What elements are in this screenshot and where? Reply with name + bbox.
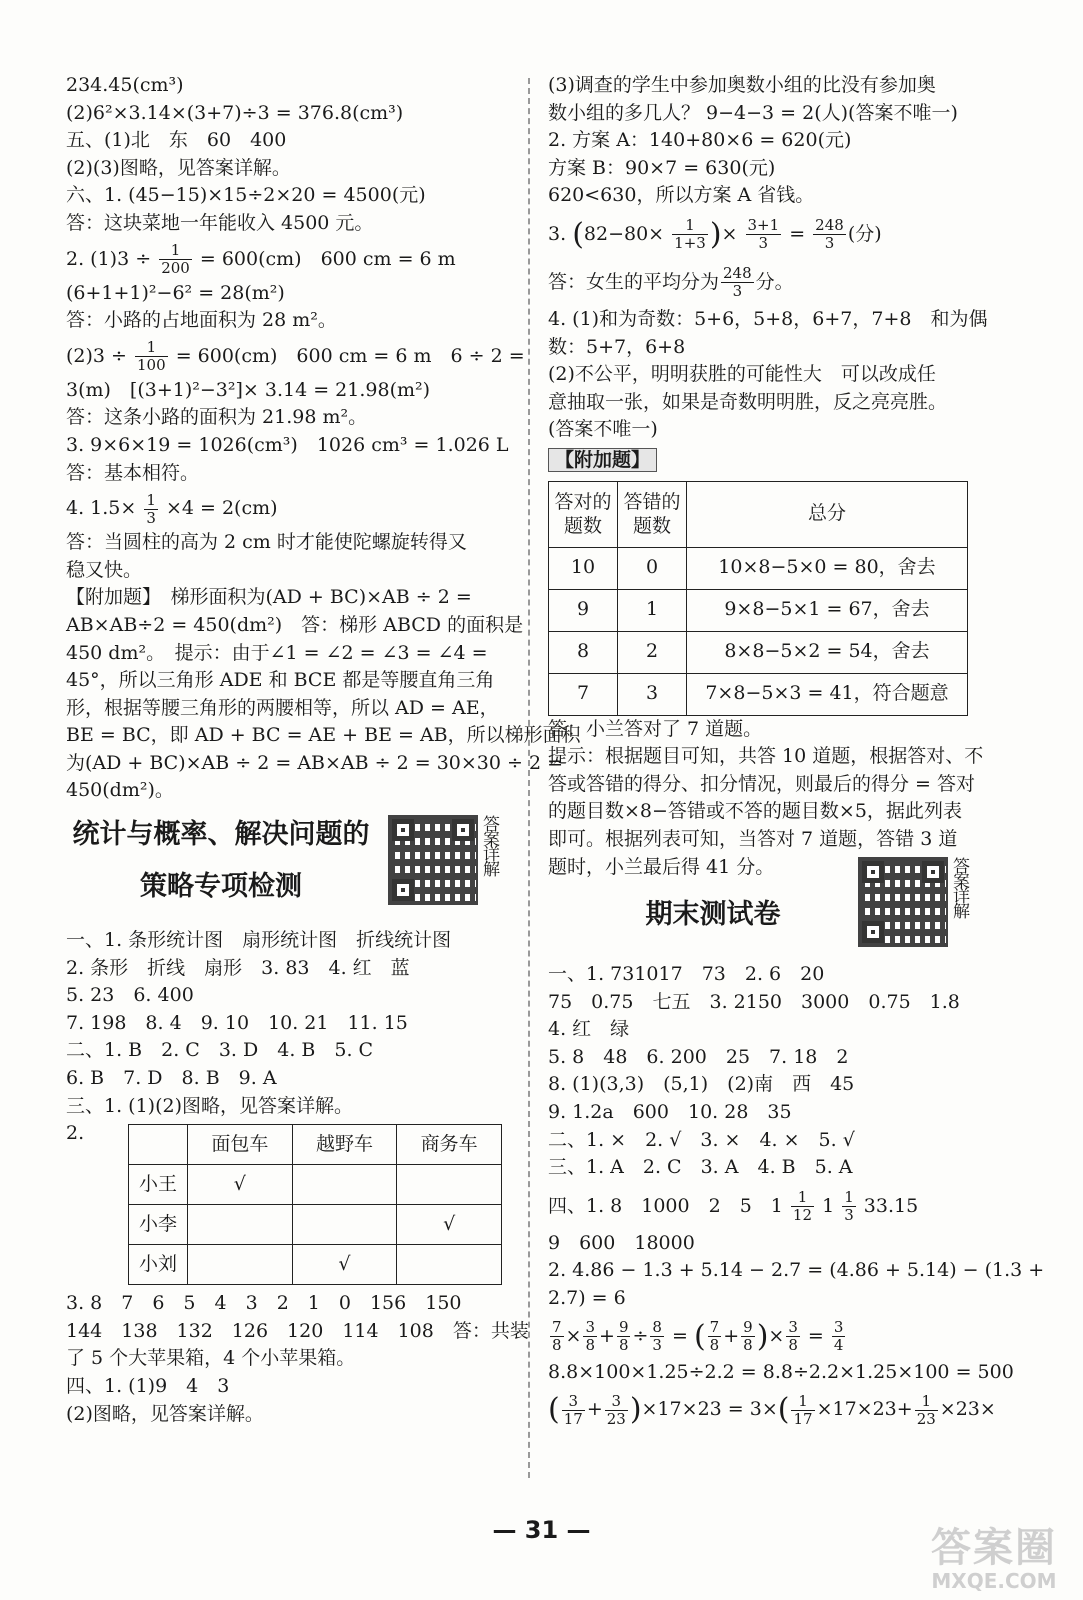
answer-line: 方案 B：90×7 = 630(元) [548, 156, 776, 179]
numerator: 1 [791, 1393, 814, 1411]
section-header [66, 815, 511, 927]
denominator: 12 [792, 1206, 813, 1225]
answer-line: (3)调查的学生中参加奥数小组的比没有参加奥 [548, 74, 936, 96]
numerator: 3 [562, 1393, 585, 1411]
qr-label: 答案详解 [479, 815, 499, 876]
answer-line: 答：这块菜地一年能收入 4500 元。 [66, 211, 374, 234]
numerator: 1 [791, 1189, 814, 1207]
answer-line: 即可。根据列表可知，当答对 7 道题，答错 3 道 [548, 827, 958, 850]
fraction [741, 1319, 755, 1354]
qr-corner [452, 819, 474, 841]
fraction [813, 217, 846, 252]
answer-line: 形，根据等腰三角形的两腰相等，所以 AD = AE， [66, 696, 499, 719]
answer-line: 答或答错的得分、扣分情况，则最后的得分 = 答对 [548, 772, 976, 795]
answer-line [548, 1182, 1003, 1230]
qr-corner [862, 921, 884, 943]
answer-line: ( $\frac{3}{17}$ + $\frac{3}{23}$ )×17×23 = 3×( $\frac{1}{17}$ ×17×23+ $\frac{1}{23}$ ×23× [548, 1391, 996, 1428]
numerator: 7 [552, 1318, 562, 1337]
denominator: 100 [137, 356, 166, 375]
table-cell: 0 [618, 547, 687, 589]
denominator: 8 [618, 1336, 629, 1355]
table-cell: 8×8−5×2 = 54，舍去 [687, 631, 968, 673]
table-cell: 10 [549, 547, 618, 589]
answer-line: 数小组的多几人？ 9−4−3 = 2(人)(答案不唯一) [548, 101, 958, 124]
fraction [708, 1319, 722, 1354]
row-label: 小李 [129, 1205, 188, 1245]
answer-line: 意抽取一张，如果是奇数明明胜，反之亮亮胜。 [548, 390, 948, 413]
answer-line: 答：这条小路的面积为 21.98 m²。 [66, 406, 368, 429]
answer-line: 三、1. (1)(2)图略，见答案详解。 [66, 1094, 353, 1117]
text: (2)3 ÷ [66, 344, 127, 367]
fraction [605, 1393, 628, 1428]
answer-line: 5. 8 48 6. 200 25 7. 18 2 [548, 1045, 849, 1068]
denominator: 3 [758, 234, 769, 253]
denominator: 3 [146, 508, 156, 527]
denominator: 8 [585, 1336, 596, 1355]
text: = [789, 222, 806, 245]
fraction [746, 217, 782, 252]
answer-line: 为(AD + BC)×AB ÷ 2 = AB×AB ÷ 2 = 30×30 ÷ 2 = [66, 751, 564, 774]
fraction [159, 242, 192, 277]
watermark-logo [919, 1526, 1069, 1596]
answer-line: 数：5+7，6+8 [548, 335, 686, 358]
fraction [144, 492, 158, 527]
table-row [129, 1205, 502, 1245]
answer-line: 3. 9×6×19 = 1026(cm³) 1026 cm³ = 1.026 L [66, 433, 509, 456]
paren: ( [693, 1318, 706, 1354]
answer-line: 9 600 18000 [548, 1231, 695, 1254]
section-title: 期末测试卷 [645, 899, 781, 931]
text: 2. (1)3 ÷ [66, 247, 152, 270]
answer-line: (答案不唯一) [548, 418, 658, 441]
answer-line: 620<630，所以方案 A 省钱。 [548, 184, 815, 207]
table-cell: 9×8−5×1 = 67，舍去 [687, 589, 968, 631]
answer-line: 的题目数×8−答错或不答的题目数×5，据此列表 [548, 800, 962, 823]
text: 4. 1.5× [66, 497, 137, 520]
numerator: 248 [815, 216, 844, 235]
answer-line: 3(m) [(3+1)²−3²]× 3.14 = 21.98(m²) [66, 378, 431, 401]
check-cell [397, 1165, 502, 1205]
answer-line: 二、1. × 2. √ 3. × 4. × 5. √ [548, 1128, 855, 1151]
answer-line: 9. 1.2a 600 10. 28 35 [548, 1101, 792, 1124]
answer-line: BE = BC，即 AD + BC = AE + BE = AB，所以梯形面积 [66, 724, 581, 747]
fraction [791, 1393, 814, 1428]
numerator: 1 [844, 1188, 854, 1207]
answer-line: 2. 条形 折线 扇形 3. 83 4. 红 蓝 [66, 956, 410, 979]
numerator: 1 [135, 339, 168, 357]
answer-line [66, 335, 525, 377]
numerator: 9 [618, 1318, 629, 1337]
text: = 600(cm) 600 cm = 6 m [199, 247, 456, 270]
numerator: 8 [652, 1318, 662, 1337]
table-header: 越野车 [292, 1125, 397, 1165]
vehicle-table-block [66, 1120, 511, 1290]
denominator: 4 [833, 1336, 844, 1355]
text: × [721, 222, 738, 245]
table-row [129, 1165, 502, 1205]
qr-corner [862, 861, 884, 883]
answer-line: 五、(1)北 东 60 400 [66, 129, 287, 152]
text: 1 [822, 1194, 835, 1217]
answer-line: 75 0.75 七五 3. 2150 3000 0.75 1.8 [548, 990, 960, 1013]
answer-line: (2)6²×3.14×(3+7)÷3 = 376.8(cm³) [66, 101, 404, 124]
numerator: 1 [159, 242, 192, 260]
text: ×17×23+ [816, 1398, 913, 1421]
paren: ( [777, 1392, 790, 1428]
answer-line: 2. 4.86 − 1.3 + 5.14 − 2.7 = (4.86 + 5.14) − (1.3 + [548, 1259, 1045, 1282]
denominator: 23 [606, 1409, 626, 1428]
fraction [842, 1189, 856, 1224]
answer-line: 四、1. (1)9 4 3 [66, 1375, 230, 1397]
paren: ) [709, 216, 722, 252]
right-column [548, 72, 1045, 1432]
answer-line: 4. 红 绿 [548, 1018, 630, 1041]
table-header: 面包车 [188, 1125, 293, 1165]
answer-line: 稳又快。 [66, 558, 143, 581]
answer-line: 答：小路的占地面积为 28 m²。 [66, 309, 337, 332]
question-number: 2. [66, 1122, 85, 1145]
text: ×23× [939, 1398, 996, 1421]
answer-line: 答：当圆柱的高为 2 cm 时才能使陀螺旋转得又 [66, 531, 467, 554]
answer-line: 4. (1)和为奇数：5+6，5+8，6+7，7+8 和为偶 [548, 307, 988, 330]
qr-corner [392, 879, 414, 901]
denominator: 3 [652, 1336, 662, 1355]
answer-line: 144 138 132 126 120 114 108 答：共装 [66, 1319, 529, 1342]
bonus-tag: 【附加题】 [548, 448, 657, 472]
answer-line: 题时，小兰最后得 41 分。 [548, 855, 775, 878]
numerator: 9 [743, 1318, 753, 1337]
fraction [562, 1393, 585, 1428]
qr-corner [922, 861, 944, 883]
answer-line: 一、1. 条形统计图 扇形统计图 折线统计图 [66, 929, 452, 952]
answer-line: 45°，所以三角形 ADE 和 BCE 都是等腰直角三角 [66, 669, 495, 692]
text: ×17×23 = 3× [641, 1398, 778, 1421]
numerator: 3 [788, 1318, 798, 1337]
fraction [550, 1319, 564, 1354]
header-text: 题数 [563, 515, 602, 538]
answer-line: 答：小兰答对了 7 道题。 [548, 717, 763, 740]
check-cell: √ [397, 1205, 502, 1245]
table-header [549, 481, 618, 547]
fraction [721, 265, 754, 300]
denominator: 8 [743, 1336, 753, 1355]
answer-line: 2.7) = 6 [548, 1287, 626, 1310]
table-cell: 7 [549, 673, 618, 715]
answer-line: 234.45(cm³) [66, 74, 184, 96]
paren: ( [572, 216, 584, 252]
answer-line: 【附加题】 梯形面积为(AD + BC)×AB ÷ 2 = [66, 586, 472, 609]
table-row [549, 631, 968, 673]
check-cell [292, 1165, 397, 1205]
section-title-line2: 策略专项检测 [140, 871, 302, 903]
answer-line: (2)图略，见答案详解。 [66, 1402, 264, 1425]
row-label: 小刘 [129, 1245, 188, 1285]
answer-line: (2)(3)图略，见答案详解。 [66, 156, 291, 179]
check-cell [188, 1205, 293, 1245]
denominator: 23 [916, 1409, 936, 1428]
table-cell: 10×8−5×0 = 80，舍去 [687, 547, 968, 589]
answer-line: 8.8×100×1.25÷2.2 = 8.8÷2.2×1.25×100 = 500 [548, 1360, 1014, 1383]
fraction [791, 1189, 814, 1224]
denominator: 8 [709, 1336, 720, 1355]
paren: ( [548, 1392, 560, 1428]
column-divider [528, 78, 530, 1478]
check-cell [397, 1245, 502, 1285]
text: ×4 = 2(cm) [165, 497, 278, 520]
answer-line: 3. 8 7 6 5 4 3 2 1 0 156 150 [66, 1292, 462, 1315]
table-header: 总分 [687, 481, 968, 547]
answer-line: 8. (1)(3,3) (5,1) (2)南 西 45 [548, 1073, 855, 1096]
answer-line [548, 258, 1003, 306]
header-text: 答错的 [623, 491, 681, 514]
answer-line: 答：基本相符。 [66, 461, 200, 484]
numerator: 7 [709, 1318, 720, 1337]
answer-line: $\frac{7}{8}$ × $\frac{3}{8}$ + $\frac{9}{8}$ ÷ $\frac{8}{3}$ = ( $\frac{7}{8}$ + $\frac{9}{8}$ )× $\frac{3}{8}$ = $\frac{3}{4}$ [552, 1318, 844, 1355]
answer-line: 450 dm²。 提示：由于∠1 = ∠2 = ∠3 = ∠4 = [66, 641, 488, 664]
answer-line: 一、1. 731017 73 2. 6 20 [548, 963, 825, 986]
denominator: 200 [161, 259, 190, 278]
table-cell: 8 [549, 631, 618, 673]
watermark-url: MXQE.COM [931, 1569, 1057, 1593]
fraction [135, 339, 168, 374]
check-cell [292, 1205, 397, 1245]
text: 分。 [755, 270, 794, 293]
text: 答：女生的平均分为 [548, 270, 720, 293]
answer-line: (2)不公平，明明获胜的可能性大 可以改成任 [548, 363, 936, 386]
denominator: 1+3 [674, 234, 706, 253]
qr-corner [392, 819, 414, 841]
text: 3. [548, 222, 567, 245]
check-cell: √ [188, 1165, 293, 1205]
answer-line: 了 5 个大苹果箱，4 个小苹果箱。 [66, 1347, 356, 1370]
text: 82−80× [583, 222, 665, 245]
table-cell: 9 [549, 589, 618, 631]
answer-line: 二、1. B 2. C 3. D 4. B 5. C [66, 1039, 374, 1062]
answer-line: 7. 198 8. 4 9. 10 10. 21 11. 15 [66, 1011, 408, 1034]
row-label: 小王 [129, 1165, 188, 1205]
text: (分) [847, 222, 882, 245]
fraction [672, 217, 708, 252]
table-header: 商务车 [397, 1125, 502, 1165]
answer-line: AB×AB÷2 = 450(dm²) 答：梯形 ABCD 的面积是 [66, 613, 524, 636]
answer-line: 六、1. (45−15)×15÷2×20 = 4500(元) [66, 184, 426, 207]
page-number: — 31 — [492, 1516, 591, 1544]
fraction [832, 1319, 846, 1354]
qr-code-icon[interactable] [388, 815, 478, 905]
table-corner [129, 1125, 188, 1165]
denominator: 3 [732, 282, 743, 301]
numerator: 3 [833, 1318, 844, 1337]
answer-line: 6. B 7. D 8. B 9. A [66, 1067, 277, 1090]
answer-line: 5. 23 6. 400 [66, 984, 194, 1007]
numerator: 3 [605, 1393, 628, 1411]
table-cell: 3 [618, 673, 687, 715]
answer-line [66, 487, 511, 529]
table-row [549, 673, 968, 715]
answer-line [66, 238, 511, 280]
check-cell: √ [292, 1245, 397, 1285]
header-text: 题数 [632, 515, 671, 538]
table-header [618, 481, 687, 547]
numerator: 3+1 [747, 216, 780, 235]
fraction [617, 1319, 631, 1354]
answer-line: 提示：根据题目可知，共答 10 道题，根据答对、不 [548, 745, 984, 768]
qr-label: 答案详解 [949, 857, 969, 918]
numerator: 248 [723, 264, 752, 283]
fraction [650, 1319, 664, 1354]
paren: ) [629, 1392, 642, 1428]
table-cell: 7×8−5×3 = 41，符合题意 [687, 673, 968, 715]
numerator: 1 [672, 217, 708, 235]
vehicle-table [128, 1124, 502, 1285]
answer-line: (6+1+1)²−6² = 28(m²) [66, 281, 285, 304]
check-cell [188, 1245, 293, 1285]
table-row [549, 589, 968, 631]
answer-line: 三、1. A 2. C 3. A 4. B 5. A [548, 1156, 853, 1179]
answer-line [548, 210, 1003, 258]
table-cell: 2 [618, 631, 687, 673]
answer-line: 2. 方案 A：140+80×6 = 620(元) [548, 129, 852, 152]
table-row [549, 547, 968, 589]
qr-code-icon[interactable] [858, 857, 948, 947]
fraction [583, 1319, 597, 1354]
score-table [548, 481, 968, 716]
denominator: 3 [824, 234, 835, 253]
fraction [915, 1393, 938, 1428]
table-cell: 1 [618, 589, 687, 631]
text: = 600(cm) 600 cm = 6 m 6 ÷ 2 = [175, 344, 525, 367]
numerator: 1 [915, 1393, 938, 1411]
text: 33.15 [863, 1194, 919, 1217]
denominator: 3 [844, 1206, 854, 1225]
table-row [129, 1245, 502, 1285]
fraction [786, 1319, 800, 1354]
text: 四、1. 8 1000 2 5 1 [548, 1194, 783, 1217]
answer-line [548, 447, 1003, 475]
denominator: 8 [552, 1336, 562, 1355]
denominator: 8 [788, 1336, 798, 1355]
answer-line: 450(dm²)。 [66, 779, 174, 802]
numerator: 3 [585, 1318, 596, 1337]
paren: ) [756, 1318, 769, 1354]
header-text: 答对的 [554, 491, 612, 514]
watermark-text: 答案圈 [931, 1525, 1057, 1571]
denominator: 17 [793, 1409, 813, 1428]
numerator: 1 [146, 490, 156, 509]
section-title-line1: 统计与概率、解决问题的 [72, 819, 370, 851]
denominator: 17 [563, 1409, 583, 1428]
